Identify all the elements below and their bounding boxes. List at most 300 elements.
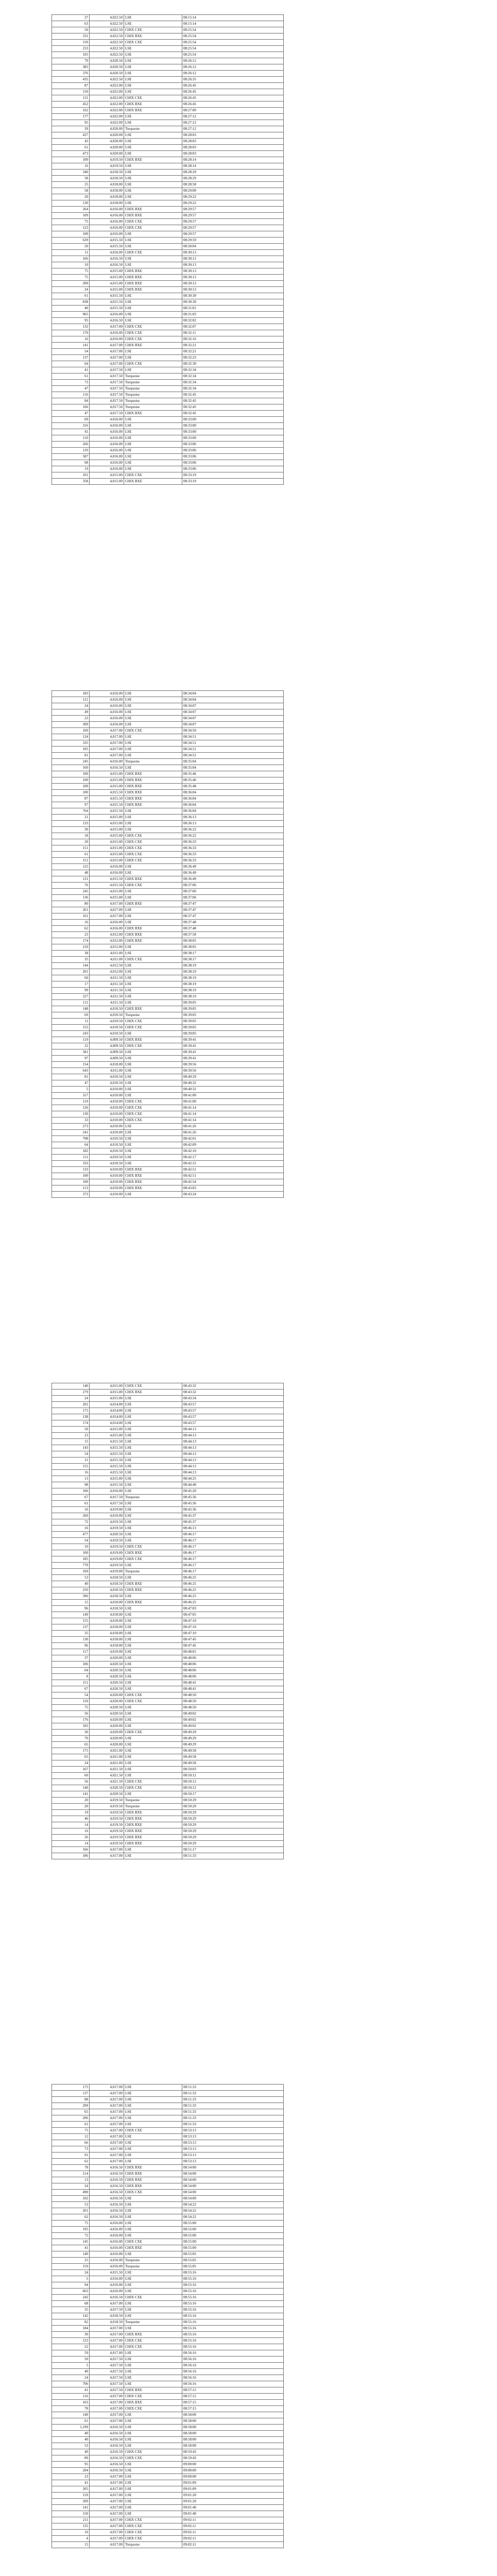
trade-quantity: 23 [52, 2474, 90, 2480]
trade-venue: Turquoise [124, 398, 182, 404]
trade-venue: LSE [124, 1482, 182, 1488]
table-row [52, 114, 284, 120]
trade-venue: LSE [124, 2443, 182, 2449]
trade-price: 4,017.00 [90, 2511, 124, 2517]
trade-quantity: 68 [52, 2301, 90, 2307]
trade-quantity: 111 [52, 1000, 90, 1006]
trade-time: 08:25:54 [182, 52, 284, 58]
trade-time: 08:57:15 [182, 2387, 284, 2394]
trade-venue: LSE [124, 194, 182, 200]
trade-time: 08:37:47 [182, 907, 284, 913]
trade-venue: CHIX BXE [124, 1835, 182, 1841]
trade-quantity: 151 [52, 858, 90, 864]
table-row [52, 318, 284, 324]
trade-quantity: 73 [52, 2146, 90, 2153]
trade-quantity: 94 [52, 2282, 90, 2289]
table-row [52, 709, 284, 716]
trade-quantity: 124 [52, 734, 90, 740]
trade-time: 08:55:16 [182, 2276, 284, 2282]
trade-price: 4,022.50 [90, 33, 124, 40]
trade-quantity: 177 [52, 114, 90, 120]
trade-price: 4,010.00 [90, 1093, 124, 1099]
table-row [52, 1513, 284, 1519]
trade-venue: LSE [124, 1662, 182, 1668]
trade-quantity: 50 [52, 1427, 90, 1433]
trade-quantity: 140 [52, 1785, 90, 1791]
trade-time: 08:47:10 [182, 1618, 284, 1624]
table-row [52, 343, 284, 349]
trade-price: 4,010.50 [90, 1155, 124, 1161]
table-row [52, 2499, 284, 2505]
trade-price: 4,016.00 [90, 2276, 124, 2282]
trade-time: 08:59:43 [182, 2455, 284, 2462]
table-row [52, 944, 284, 951]
trade-time: 08:39:05 [182, 1000, 284, 1006]
trade-time: 08:40:32 [182, 1087, 284, 1093]
table-row [52, 1025, 284, 1031]
trade-time: 08:58:00 [182, 2418, 284, 2425]
trade-time: 08:42:31 [182, 1161, 284, 1167]
trade-quantity: 241 [52, 1130, 90, 1136]
trade-time: 08:55:16 [182, 2301, 284, 2307]
table-row [52, 901, 284, 907]
trade-price: 4,016.00 [90, 2239, 124, 2245]
trade-venue: LSE [124, 423, 182, 429]
table-row [52, 238, 284, 244]
table-row [52, 1192, 284, 1198]
trade-price: 4,019.50 [90, 1822, 124, 1828]
trade-price: 4,017.00 [90, 2084, 124, 2091]
trade-venue: LSE [124, 58, 182, 64]
trade-time: 08:35:48 [182, 784, 284, 790]
trade-table-2 [52, 690, 284, 1198]
trade-time: 08:26:35 [182, 77, 284, 83]
table-row [52, 1068, 284, 1074]
trade-time: 08:53:13 [182, 2128, 284, 2134]
trade-price: 4,016.50 [90, 2196, 124, 2202]
table-row [52, 2307, 284, 2313]
table-row [52, 479, 284, 485]
trade-time: 08:50:29 [182, 1822, 284, 1828]
trade-venue: LSE [124, 969, 182, 975]
trade-quantity: 23 [52, 716, 90, 722]
trade-time: 08:31:03 [182, 312, 284, 318]
trade-time: 08:33:00 [182, 417, 284, 423]
trade-price: 4,010.00 [90, 1099, 124, 1105]
trade-venue: CHIX BXE [124, 926, 182, 932]
trade-time: 08:48:41 [182, 1680, 284, 1686]
trade-venue: LSE [124, 1062, 182, 1068]
trade-price: 4,020.00 [90, 1717, 124, 1723]
trade-quantity: 137 [52, 2091, 90, 2097]
trade-quantity: 155 [52, 1464, 90, 1470]
trade-time: 08:50:29 [182, 1828, 284, 1835]
table-row [52, 2412, 284, 2418]
trade-quantity: 30 [52, 827, 90, 833]
trade-price: 4,017.00 [90, 2523, 124, 2530]
table-row [52, 951, 284, 957]
table-row [52, 2190, 284, 2196]
trade-time: 08:36:49 [182, 876, 284, 883]
table-row [52, 1074, 284, 1080]
trade-time: 08:49:29 [182, 1730, 284, 1736]
trade-venue: LSE [124, 2425, 182, 2431]
trade-venue: LSE [124, 2109, 182, 2115]
table-row [52, 1488, 284, 1495]
table-row [52, 895, 284, 901]
trade-time: 08:55:00 [182, 2221, 284, 2227]
trade-venue: LSE [124, 703, 182, 709]
table-row [52, 1730, 284, 1736]
trade-time: 08:43:03 [182, 1185, 284, 1192]
trade-price: 4,017.00 [90, 2418, 124, 2425]
trade-quantity: 24 [52, 2375, 90, 2381]
trade-time: 08:34:51 [182, 740, 284, 747]
table-row [52, 1569, 284, 1575]
table-row [52, 2128, 284, 2134]
trade-price: 4,011.50 [90, 981, 124, 988]
trade-time: 08:38:19 [182, 975, 284, 981]
trade-venue: LSE [124, 1445, 182, 1451]
table-row [52, 1668, 284, 1674]
trade-price: 4,018.50 [90, 1575, 124, 1581]
trade-quantity: 81 [52, 1074, 90, 1080]
table-row [52, 2505, 284, 2511]
trade-quantity: 133 [52, 1167, 90, 1173]
trade-price: 4,011.50 [90, 994, 124, 1000]
trade-venue: LSE [124, 1612, 182, 1618]
trade-price: 4,019.50 [90, 1835, 124, 1841]
trade-venue: LSE [124, 1767, 182, 1773]
trade-quantity: 13 [52, 1476, 90, 1482]
trade-quantity: 163 [52, 2400, 90, 2406]
table-row [52, 790, 284, 796]
trade-time: 08:34:51 [182, 747, 284, 753]
trade-venue: LSE [124, 1142, 182, 1148]
trade-time: 08:54:22 [182, 2208, 284, 2214]
trade-venue: LSE [124, 1705, 182, 1711]
trade-venue: LSE [124, 2146, 182, 2153]
table-row [52, 386, 284, 392]
trade-price: 4,015.00 [90, 827, 124, 833]
table-row [52, 1451, 284, 1458]
trade-time: 08:47:10 [182, 1631, 284, 1637]
trade-quantity: 100 [52, 790, 90, 796]
trade-quantity: 25 [52, 182, 90, 188]
trade-price: 4,018.50 [90, 176, 124, 182]
trade-venue: CHIX BXE [124, 784, 182, 790]
trade-time: 08:33:06 [182, 454, 284, 460]
table-row [52, 1674, 284, 1680]
trade-venue: CHIX CXE [124, 1043, 182, 1049]
table-row [52, 1649, 284, 1655]
table-row [52, 46, 284, 52]
table-row [52, 1179, 284, 1185]
trade-price: 4,020.50 [90, 1705, 124, 1711]
trade-price: 4,017.00 [90, 2499, 124, 2505]
trade-venue: LSE [124, 2326, 182, 2332]
table-row [52, 2511, 284, 2517]
trade-time: 08:49:02 [182, 1717, 284, 1723]
trade-time: 09:02:11 [182, 2523, 284, 2530]
table-row [52, 207, 284, 213]
trade-time: 08:50:29 [182, 1816, 284, 1822]
trade-quantity: 116 [52, 2394, 90, 2400]
trade-quantity: 26 [52, 1835, 90, 1841]
trade-time: 08:36:33 [182, 839, 284, 845]
table-row [52, 932, 284, 938]
table-row [52, 52, 284, 58]
trade-price: 4,017.00 [90, 913, 124, 920]
trade-price: 4,015.00 [90, 275, 124, 281]
trade-price: 4,017.00 [90, 2159, 124, 2165]
table-row [52, 1581, 284, 1587]
trade-time: 08:29:57 [182, 207, 284, 213]
trade-price: 4,010.00 [90, 1173, 124, 1179]
trade-price: 4,017.00 [90, 1847, 124, 1853]
trade-time: 08:50:29 [182, 1798, 284, 1804]
trade-price: 4,017.00 [90, 2412, 124, 2418]
trade-time: 08:38:17 [182, 951, 284, 957]
trade-venue: LSE [124, 1451, 182, 1458]
trade-price: 4,017.50 [90, 386, 124, 392]
table-row [52, 821, 284, 827]
trade-time: 08:46:17 [182, 1538, 284, 1544]
trade-quantity: 261 [52, 907, 90, 913]
table-row [52, 2214, 284, 2221]
table-row [52, 380, 284, 386]
trade-quantity: 4 [52, 2536, 90, 2542]
trade-price: 4,020.50 [90, 1791, 124, 1798]
trade-quantity: 159 [52, 2264, 90, 2270]
trade-time: 08:25:54 [182, 33, 284, 40]
table-row [52, 963, 284, 969]
trade-time: 09:01:20 [182, 2499, 284, 2505]
table-row [52, 852, 284, 858]
table-row [52, 275, 284, 281]
trade-venue: LSE [124, 151, 182, 157]
trade-venue: CHIX BXE [124, 796, 182, 802]
trade-venue: CHIX CXE [124, 1556, 182, 1563]
trade-venue: LSE [124, 994, 182, 1000]
trade-venue: LSE [124, 15, 182, 21]
table-row [52, 839, 284, 845]
trade-price: 4,021.50 [90, 1779, 124, 1785]
trade-time: 08:39:56 [182, 1068, 284, 1074]
trade-quantity: 47 [52, 411, 90, 417]
trade-venue: LSE [124, 429, 182, 435]
table-row [52, 466, 284, 472]
trade-venue: CHIX BXE [124, 2183, 182, 2190]
trade-quantity: 100 [52, 777, 90, 784]
table-row [52, 815, 284, 821]
trade-time: 09:01:40 [182, 2505, 284, 2511]
trade-quantity: 91 [52, 2153, 90, 2159]
trade-time: 08:33:00 [182, 435, 284, 442]
trade-venue: LSE [124, 1717, 182, 1723]
trade-time: 08:32:21 [182, 349, 284, 355]
table-row [52, 1482, 284, 1488]
trade-quantity: 23 [52, 1433, 90, 1439]
trade-quantity: 5 [52, 2363, 90, 2369]
trade-venue: CHIX CXE [124, 852, 182, 858]
trade-price: 4,016.50 [90, 2165, 124, 2171]
trade-venue: LSE [124, 951, 182, 957]
trade-price: 4,019.50 [90, 163, 124, 170]
trade-time: 08:48:06 [182, 1668, 284, 1674]
table-row [52, 981, 284, 988]
trade-price: 4,010.50 [90, 1148, 124, 1155]
trade-venue: CHIX CXE [124, 2530, 182, 2536]
trade-venue: LSE [124, 2437, 182, 2443]
trade-time: 08:36:13 [182, 821, 284, 827]
trade-time: 08:53:13 [182, 2159, 284, 2165]
trade-time: 08:48:06 [182, 1655, 284, 1662]
trade-quantity: 99 [52, 988, 90, 994]
trade-venue: LSE [124, 747, 182, 753]
trade-quantity: 88 [52, 2097, 90, 2103]
trade-price: 4,018.50 [90, 1587, 124, 1594]
table-row [52, 938, 284, 944]
trade-time: 08:26:45 [182, 95, 284, 101]
trade-venue: LSE [124, 2363, 182, 2369]
table-row [52, 219, 284, 225]
trade-quantity: 490 [52, 2190, 90, 2196]
trade-quantity: 119 [52, 1037, 90, 1043]
trade-venue: LSE [124, 417, 182, 423]
trade-venue: LSE [124, 77, 182, 83]
trade-quantity: 78 [52, 2406, 90, 2412]
trade-price: 4,017.00 [90, 2400, 124, 2406]
table-row [52, 95, 284, 101]
trade-time: 08:46:25 [182, 1594, 284, 1600]
trade-time: 08:42:09 [182, 1142, 284, 1148]
trade-venue: LSE [124, 1074, 182, 1080]
trade-venue: CHIX BXE [124, 207, 182, 213]
trade-quantity: 126 [52, 1105, 90, 1111]
trade-venue: LSE [124, 293, 182, 299]
trade-quantity: 81 [52, 753, 90, 759]
trade-time: 09:01:09 [182, 2486, 284, 2493]
trade-venue: LSE [124, 1791, 182, 1798]
table-row [52, 1785, 284, 1791]
trade-quantity: 95 [52, 2462, 90, 2468]
trade-quantity: 149 [52, 1612, 90, 1618]
trade-quantity: 14 [52, 1841, 90, 1847]
trade-quantity: 266 [52, 442, 90, 448]
trade-quantity: 50 [52, 27, 90, 33]
trade-price: 4,019.50 [90, 1519, 124, 1526]
trade-venue: LSE [124, 200, 182, 207]
table-row [52, 2258, 284, 2264]
trade-venue: CHIX CXE [124, 1544, 182, 1550]
table-row [52, 145, 284, 151]
table-row [52, 1532, 284, 1538]
trade-venue: LSE [124, 1136, 182, 1142]
trade-quantity: 65 [52, 1742, 90, 1748]
trade-quantity: 65 [52, 2109, 90, 2115]
table-row [52, 287, 284, 293]
trade-time: 08:28:03 [182, 132, 284, 139]
trade-time: 08:28:03 [182, 145, 284, 151]
trade-price: 4,016.50 [90, 2214, 124, 2221]
trade-time: 08:40:29 [182, 1074, 284, 1080]
trade-time: 08:45:37 [182, 1513, 284, 1519]
table-row [52, 1798, 284, 1804]
trade-venue: CHIX BXE [124, 1828, 182, 1835]
trade-price: 4,016.00 [90, 417, 124, 423]
trade-price: 4,016.50 [90, 318, 124, 324]
table-row [52, 913, 284, 920]
trade-venue: Turquoise [124, 386, 182, 392]
trade-venue: CHIX CXE [124, 2536, 182, 2542]
table-row [52, 697, 284, 703]
trade-price: 4,010.00 [90, 1124, 124, 1130]
trade-quantity: 40 [52, 2437, 90, 2443]
trade-price: 4,016.00 [90, 429, 124, 435]
trade-price: 4,015.50 [90, 876, 124, 883]
trade-price: 4,017.00 [90, 2301, 124, 2307]
table-row [52, 132, 284, 139]
trade-quantity: 5 [52, 1087, 90, 1093]
trade-venue: CHIX BXE [124, 101, 182, 108]
table-row [52, 2344, 284, 2350]
trade-price: 4,016.00 [90, 466, 124, 472]
trade-price: 4,017.00 [90, 343, 124, 349]
trade-time: 08:47:05 [182, 1612, 284, 1618]
trade-quantity: 22 [52, 2344, 90, 2350]
trade-venue: LSE [124, 64, 182, 71]
trade-quantity: 150 [52, 40, 90, 46]
trade-price: 4,017.50 [90, 392, 124, 398]
trade-price: 4,022.00 [90, 95, 124, 101]
table-row [52, 256, 284, 262]
table-row [52, 2357, 284, 2363]
trade-quantity: 43 [52, 139, 90, 145]
trade-venue: Turquoise [124, 126, 182, 132]
trade-price: 4,019.50 [90, 1816, 124, 1822]
trade-venue: LSE [124, 827, 182, 833]
trade-price: 4,021.00 [90, 1754, 124, 1760]
trade-quantity: 40 [52, 2431, 90, 2437]
trade-price: 4,017.00 [90, 2338, 124, 2344]
trade-price: 4,021.00 [90, 1748, 124, 1754]
table-row [52, 765, 284, 771]
trade-venue: LSE [124, 2480, 182, 2486]
trade-price: 4,015.50 [90, 808, 124, 815]
trade-venue: LSE [124, 306, 182, 312]
trade-time: 08:48:06 [182, 1662, 284, 1668]
trade-time: 08:26:12 [182, 71, 284, 77]
trade-quantity: 40 [52, 2369, 90, 2375]
table-row [52, 808, 284, 815]
trade-time: 08:32:34 [182, 367, 284, 374]
trade-price: 4,016.50 [90, 765, 124, 771]
table-row [52, 2282, 284, 2289]
trade-price: 4,017.00 [90, 2332, 124, 2338]
trade-price: 4,015.00 [90, 281, 124, 287]
trade-time: 08:50:12 [182, 1785, 284, 1791]
trade-time: 08:49:29 [182, 1742, 284, 1748]
trade-venue: CHIX CXE [124, 330, 182, 336]
trade-venue: CHIX BXE [124, 771, 182, 777]
trade-quantity: 138 [52, 1414, 90, 1420]
trade-venue: CHIX CXE [124, 839, 182, 845]
trade-price: 4,015.50 [90, 299, 124, 306]
trade-time: 08:54:00 [182, 2171, 284, 2177]
table-row [52, 2480, 284, 2486]
trade-price: 4,016.00 [90, 703, 124, 709]
